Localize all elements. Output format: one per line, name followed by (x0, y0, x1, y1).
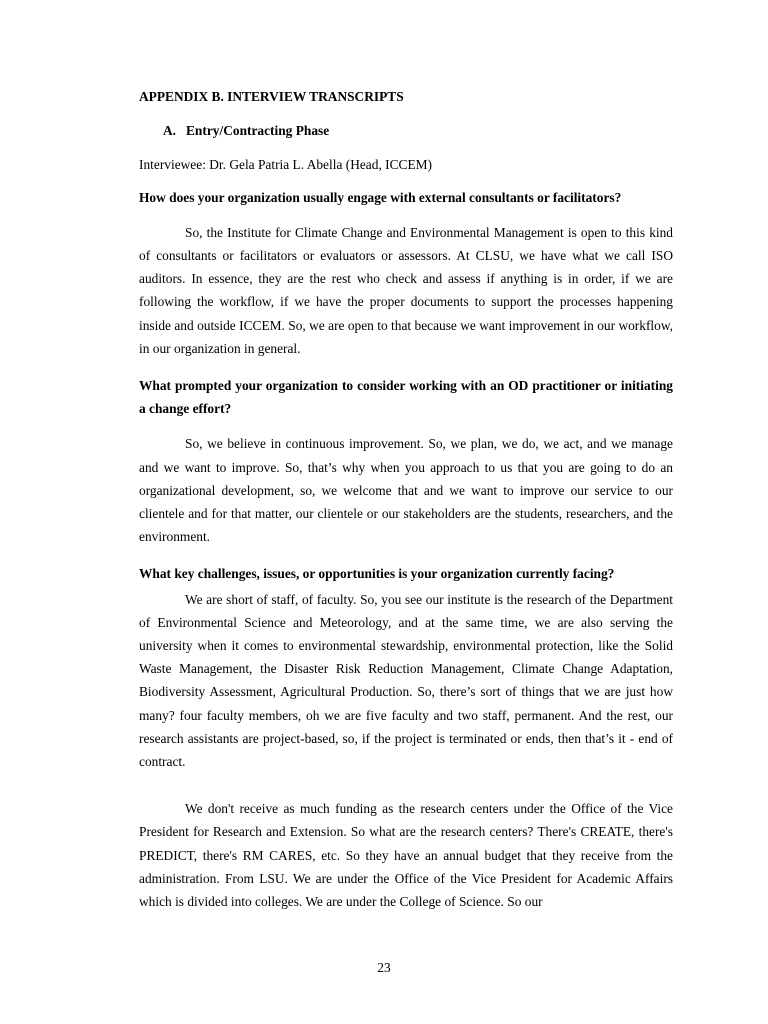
answer-3a: We are short of staff, of faculty. So, you see our institute is the research of the Department of Environmental Science and Meteorology, and at the same time, we are also serving the university when it comes to environmental stewardship, environmental protection, like the Solid Waste Management, the Disaster Risk Reduction Management, Climate Change Adaptation, Biodiversity Assessment, Agricultural Production. So, there’s sort of things that we are just how many? four faculty members, oh we are five faculty and two staff, permanent. And the rest, our research assistants are project-based, so, if the project is terminated or ends, then that’s it - end of contract. (139, 591, 673, 770)
answer-1: So, the Institute for Climate Change and Environmental Management is open to this kind of consultants or facilitators or evaluators or assessors. At CLSU, we have what we call ISO auditors. In essence, they are the rest who check and assess if anything is in order, if we are following the workflow, if we have the proper documents to support the processes happening inside and outside ICCEM. So, we are open to that because we want improvement in our workflow, in our organization in general. (139, 224, 673, 356)
question-1: How does your organization usually engage with external consultants or facilitators? (139, 189, 622, 205)
page-number: 23 (377, 960, 391, 975)
section-heading (163, 119, 673, 142)
page-content (139, 85, 673, 913)
interviewee-line: Interviewee: Dr. Gela Patria L. Abella (Head, ICCEM) (139, 157, 433, 173)
question-2: What prompted your organization to consider working with an OD practitioner or initiating a change effort? (139, 378, 673, 417)
section-marker: A. (163, 123, 177, 139)
section-title: Entry/Contracting Phase (186, 123, 330, 139)
answer-3b: We don't receive as much funding as the research centers under the Office of the Vice President for Research and Extension. So what are the research centers? There's CREATE, there's PREDICT, there's RM CARES, etc. So they have an annual budget that they receive from the administration. From LSU. We are under the Office of the Vice President for Academic Affairs which is divided into colleges. We are under the College of Science. So our (139, 801, 673, 910)
answer-2: So, we believe in continuous improvement. So, we plan, we do, we act, and we manage and we want to improve. So, that’s why when you approach to us that you are going to do an organizational development, so, we welcome that and we want to improve our service to our clientele and for that matter, our clientele or our stakeholders are the students, researchers, and the environment. (139, 436, 673, 545)
appendix-title: APPENDIX B. INTERVIEW TRANSCRIPTS (139, 89, 404, 104)
question-3: What key challenges, issues, or opportunities is your organization currently facing? (139, 566, 615, 582)
